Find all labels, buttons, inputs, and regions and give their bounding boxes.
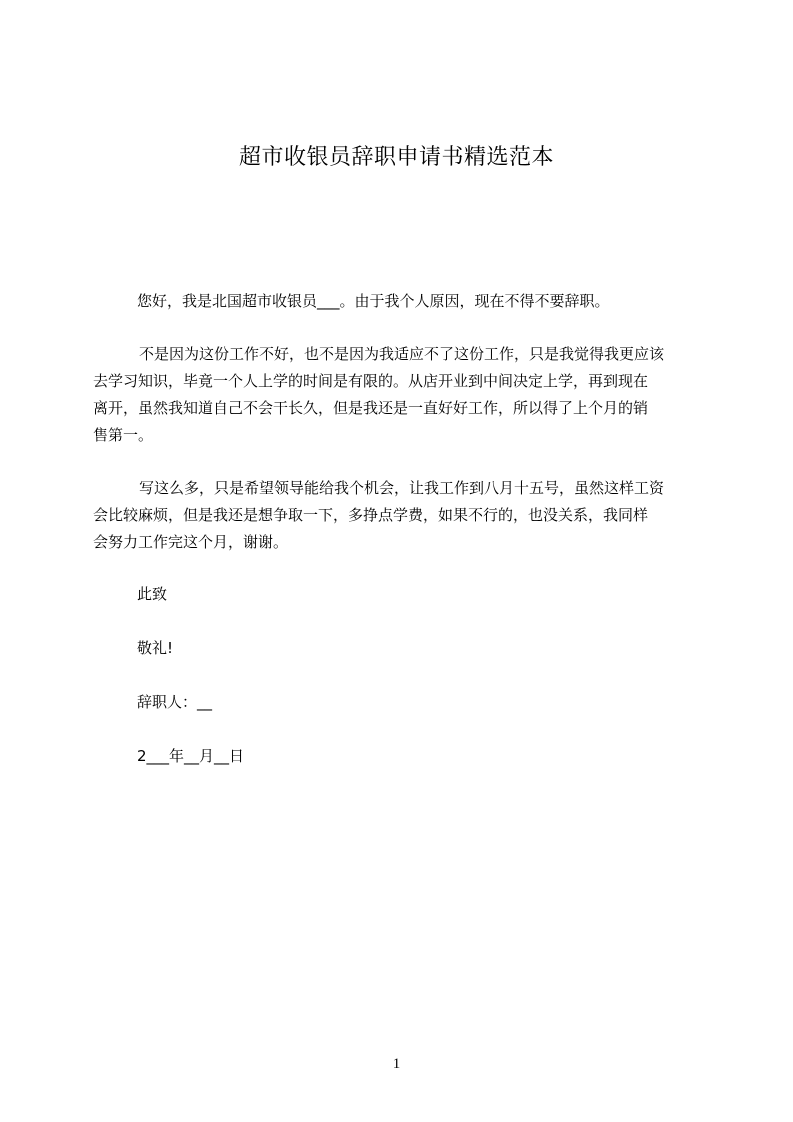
closing-ci-zhi: 此致 bbox=[137, 585, 168, 603]
paragraph2-line1: 写这么多，只是希望领导能给我个机会，让我工作到八月十五号，虽然这样工资 bbox=[139, 479, 665, 497]
page-title: 超市收银员辞职申请书精选范本 bbox=[238, 145, 554, 170]
signature-line: 辞职人：__ bbox=[137, 693, 213, 711]
date-line: 2___年__月__日 bbox=[137, 747, 245, 765]
page-number: 1 bbox=[392, 1056, 401, 1072]
paragraph2-line2: 会比较麻烦，但是我还是想争取一下，多挣点学费，如果不行的，也没关系，我同样 bbox=[93, 506, 649, 524]
paragraph2-line3: 会努力工作完这个月，谢谢。 bbox=[93, 533, 289, 551]
paragraph1-line2: 去学习知识，毕竟一个人上学的时间是有限的。从店开业到中间决定上学，再到现在 bbox=[93, 372, 649, 390]
paragraph1-line4: 售第一。 bbox=[93, 426, 154, 444]
closing-jing-li: 敬礼! bbox=[137, 639, 174, 657]
greeting-line: 您好，我是北国超市收银员___。由于我个人原因，现在不得不要辞职。 bbox=[137, 292, 610, 310]
paragraph1-line1: 不是因为这份工作不好，也不是因为我适应不了这份工作，只是我觉得我更应该 bbox=[139, 345, 665, 363]
paragraph1-line3: 离开，虽然我知道自己不会干长久，但是我还是一直好好工作，所以得了上个月的销 bbox=[93, 399, 649, 417]
